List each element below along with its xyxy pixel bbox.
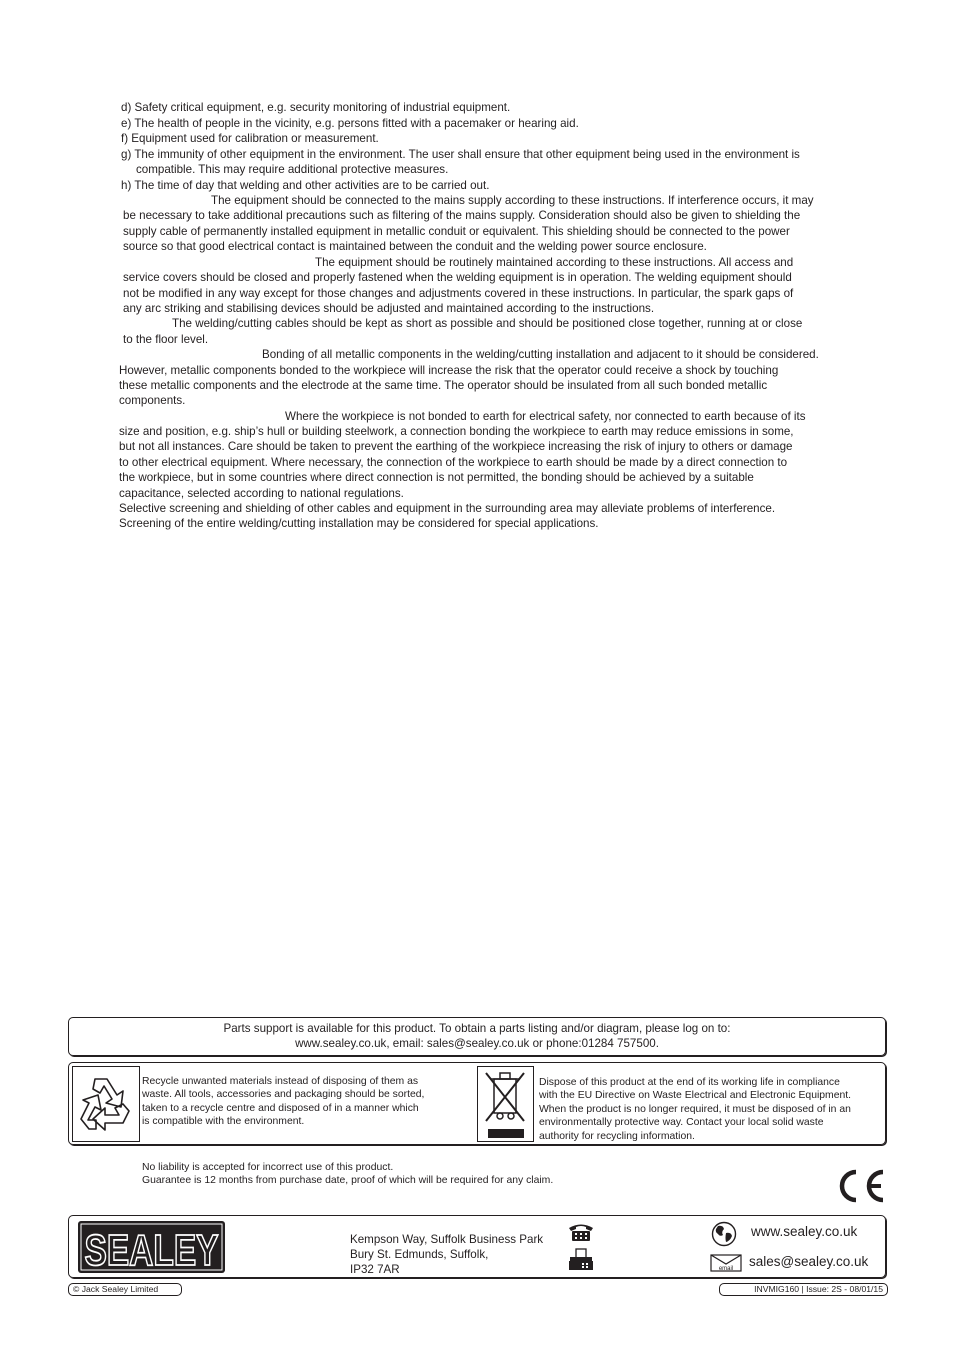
address-line-1: Kempson Way, Suffolk Business Park (350, 1233, 544, 1246)
parts-support-line-2: www.sealey.co.uk, email: sales@sealey.co.uk or phone:01284 757500. (295, 1037, 659, 1050)
text-line: source so that good electrical contact is maintained between the conduit and the welding power source enclosure. (123, 240, 707, 253)
ce-mark (835, 1167, 887, 1205)
text-line: supply cable of permanently installed equipment in metallic conduit or equivalent. This shielding should be connected to the power (123, 225, 790, 238)
address-line-3: IP32 7AR (350, 1263, 400, 1276)
globe-icon (711, 1221, 737, 1247)
text-line: f) Equipment used for calibration or measurement. (121, 132, 379, 145)
document-reference: INVMIG160 | Issue: 2S - 08/01/15 (719, 1283, 888, 1296)
weee-line: Dispose of this product at the end of its working life in compliance (539, 1077, 840, 1088)
text-line: The equipment should be routinely maintained according to these instructions. All access and (315, 256, 794, 269)
text-line: Screening of the entire welding/cutting installation may be considered for special applications. (119, 517, 599, 530)
weee-line: environmentally protective way. Contact your local solid waste (539, 1117, 824, 1129)
text-line: The equipment should be connected to the mains supply according to these instructions. If interference occurs, it may (211, 194, 814, 207)
recycle-line: Recycle unwanted materials instead of disposing of them as (142, 1076, 419, 1087)
parts-support-line-1: Parts support is available for this product. To obtain a parts listing and/or diagram, please log on to: (223, 1022, 731, 1035)
weee-line: When the product is no longer required, it must be disposed of in an (539, 1103, 851, 1115)
text-line: h) The time of day that welding and other activities are to be carried out. (121, 179, 490, 192)
weee-line: authority for recycling information. (539, 1130, 695, 1142)
weee-icon-frame (477, 1066, 534, 1142)
text-line: Bonding of all metallic components in the welding/cutting installation and adjacent to it should be considered. (262, 348, 819, 361)
text-line: the workpiece, but in some countries where direct connection is not permitted, the bonding should be achieved by a suitable (119, 471, 754, 484)
text-line: g) The immunity of other equipment in the environment. The user shall ensure that other equipment being used in the environment is (121, 148, 800, 161)
crossed-bin-icon (478, 1067, 533, 1141)
text-line: compatible. This may require additional protective measures. (136, 163, 449, 176)
weee-line: with the EU Directive on Waste Electrical and Electronic Equipment. (539, 1090, 852, 1102)
weee-text (539, 1076, 884, 1143)
email-icon-label: email (718, 1266, 734, 1272)
telephone-icon (566, 1222, 596, 1242)
text-line: service covers should be closed and properly fastened when the welding equipment is in operation. The welding equipment should (123, 271, 792, 284)
text-line: not be modified in any way except for those changes and adjustments covered in these instructions. In particular, the spark gaps of (123, 287, 794, 300)
liability-line-2: Guarantee is 12 months from purchase date, proof of which will be required for any claim. (142, 1175, 554, 1186)
text-line: but not all instances. Care should be taken to prevent the earthing of the workpiece increasing the risk of injury to others or damage (119, 440, 793, 453)
text-line: components. (119, 394, 186, 407)
text-line: size and position, e.g. ship’s hull or building steelwork, a connection bonding the workpiece to earth may reduce emissions in some, (119, 425, 794, 438)
recycle-line: taken to a recycle centre and disposed of in a manner which (142, 1102, 419, 1114)
text-line: any arc striking and stabilising devices should be adjusted and maintained according to the instructions. (123, 302, 655, 315)
text-line: these metallic components and the electrode at the same time. The operator should be insulated from all such bonded metallic (119, 379, 768, 392)
ce-label: CE (835, 1167, 837, 1168)
environment-box (68, 1062, 886, 1145)
logo-text: SEALEY (84, 1226, 219, 1275)
text-line: to the floor level. (123, 333, 209, 346)
text-line: e) The health of people in the vicinity, e.g. persons fitted with a pacemaker or hearing aid. (121, 117, 579, 130)
text-line: Where the workpiece is not bonded to earth for electrical safety, nor connected to earth because of its (285, 410, 806, 423)
email-link[interactable]: sales@sealey.co.uk (749, 1254, 869, 1269)
text-line: to other electrical equipment. Where necessary, the connection of the workpiece to earth should be made by a direct connection to (119, 456, 788, 469)
text-line: d) Safety critical equipment, e.g. security monitoring of industrial equipment. (121, 101, 511, 114)
text-line: However, metallic components bonded to the workpiece will increase the risk that the operator could receive a shock by touching (119, 364, 779, 377)
recycle-line: is compatible with the environment. (142, 1116, 305, 1128)
address-line-2: Bury St. Edmunds, Suffolk, (350, 1248, 489, 1261)
website-link[interactable]: www.sealey.co.uk (751, 1224, 858, 1239)
sealey-logo (78, 1221, 225, 1273)
recycle-icon-frame (72, 1066, 140, 1142)
recycle-icon (73, 1067, 139, 1141)
text-line: be necessary to take additional precautions such as filtering of the mains supply. Consideration should also be given to shielding the (123, 209, 801, 222)
text-line: Selective screening and shielding of other cables and equipment in the surrounding area may alleviate problems of interference. (119, 502, 776, 515)
copyright-label: © Jack Sealey Limited (68, 1283, 182, 1296)
recycle-line: waste. All tools, accessories and packaging should be sorted, (142, 1089, 425, 1101)
footer-box (68, 1215, 886, 1278)
parts-support-box (68, 1017, 886, 1056)
fax-icon (567, 1248, 595, 1272)
text-line: The welding/cutting cables should be kept as short as possible and should be positioned close together, running at or close (172, 317, 803, 330)
email-icon (710, 1254, 742, 1272)
liability-line-1: No liability is accepted for incorrect use of this product. (142, 1162, 394, 1173)
text-line: capacitance, selected according to national regulations. (119, 487, 404, 500)
recycle-text (142, 1075, 472, 1129)
